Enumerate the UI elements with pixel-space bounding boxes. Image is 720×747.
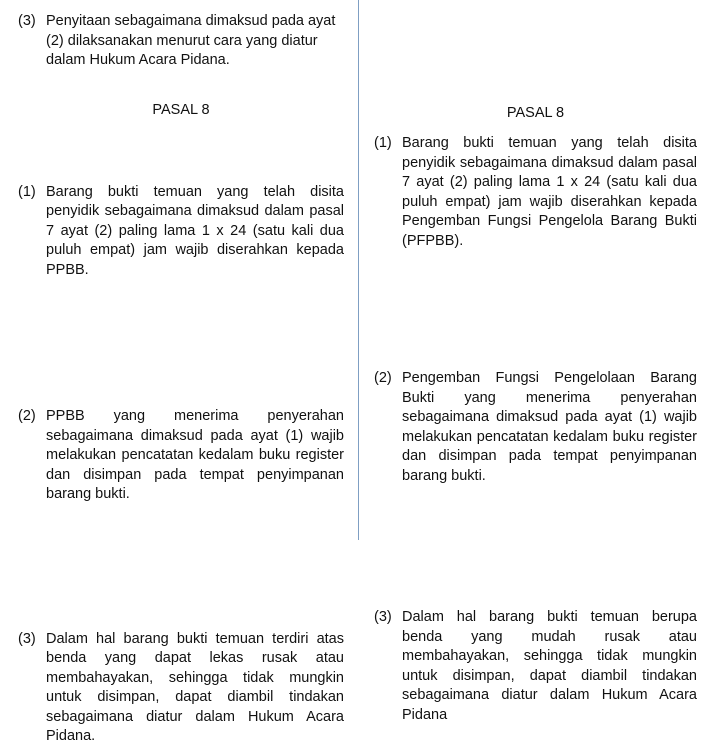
right-item-2-text: Pengemban Fungsi Pengelolaan Barang Bukti yang menerima penyerahan sebagaimana dimaksud pada ayat (1) wajib melakukan pencatatan kedalam buku register dan disimpan pada tempat penyimpanan barang bukti. bbox=[402, 370, 697, 484]
left-item-1-number: (1) bbox=[18, 183, 36, 200]
left-intro-text: Penyitaan sebagaimana dimaksud pada ayat (2) dilaksanakan menurut cara yang diatur dalam Hukum Acara Pidana. bbox=[46, 13, 336, 68]
right-column bbox=[374, 0, 697, 723]
right-item-3-number: (3) bbox=[374, 609, 392, 625]
right-pasal-heading: PASAL 8 bbox=[506, 105, 565, 121]
right-item-3 bbox=[374, 608, 697, 725]
right-item-2 bbox=[374, 369, 697, 486]
left-item-2-number: (2) bbox=[18, 408, 36, 424]
left-item-3-number: (3) bbox=[18, 630, 36, 647]
left-intro-number: (3) bbox=[18, 13, 36, 29]
left-item-1 bbox=[18, 183, 344, 281]
left-column bbox=[18, 0, 344, 744]
right-item-1-text: Barang bukti temuan yang telah disita penyidik sebagaimana dimaksud dalam pasal 7 ayat (2) paling lama 1 x 24 (satu kali dua puluh empat) jam wajib diserahkan kepada Pengemban Fungsi Pengelola Barang Bukti (PFPBB). bbox=[402, 135, 697, 249]
left-item-3 bbox=[18, 630, 344, 747]
left-item-1-text: Barang bukti temuan yang telah disita penyidik sebagaimana dimaksud dalam pasal 7 ayat (2) paling lama 1 x 24 (satu kali dua puluh empat) jam wajib diserahkan kepada PPBB. bbox=[46, 183, 344, 278]
right-item-1 bbox=[374, 134, 697, 251]
right-item-2-number: (2) bbox=[374, 370, 392, 386]
right-item-3-text: Dalam hal barang bukti temuan berupa benda yang mudah rusak atau membahayakan, sehingga tidak mungkin untuk disimpan, dapat diambil tindakan sebagaimana diatur dalam Hukum Acara Pidana bbox=[402, 609, 697, 723]
right-item-1-number: (1) bbox=[374, 135, 392, 151]
left-item-2-text: PPBB yang menerima penyerahan sebagaimana dimaksud pada ayat (1) wajib melakukan pencatatan kedalam buku register dan disimpan pada tempat penyimpanan barang bukti. bbox=[46, 408, 344, 502]
column-divider bbox=[358, 0, 359, 540]
left-pasal-heading: PASAL 8 bbox=[152, 102, 210, 118]
left-item-3-text: Dalam hal barang bukti temuan terdiri atas benda yang dapat lekas rusak atau membahayakan, sehingga tidak mungkin untuk disimpan, dapat diambil tindakan sebagaimana diatur dalam Hukum Acara Pidana. bbox=[46, 630, 344, 744]
left-item-2 bbox=[18, 407, 344, 505]
left-intro-paragraph bbox=[18, 12, 344, 71]
